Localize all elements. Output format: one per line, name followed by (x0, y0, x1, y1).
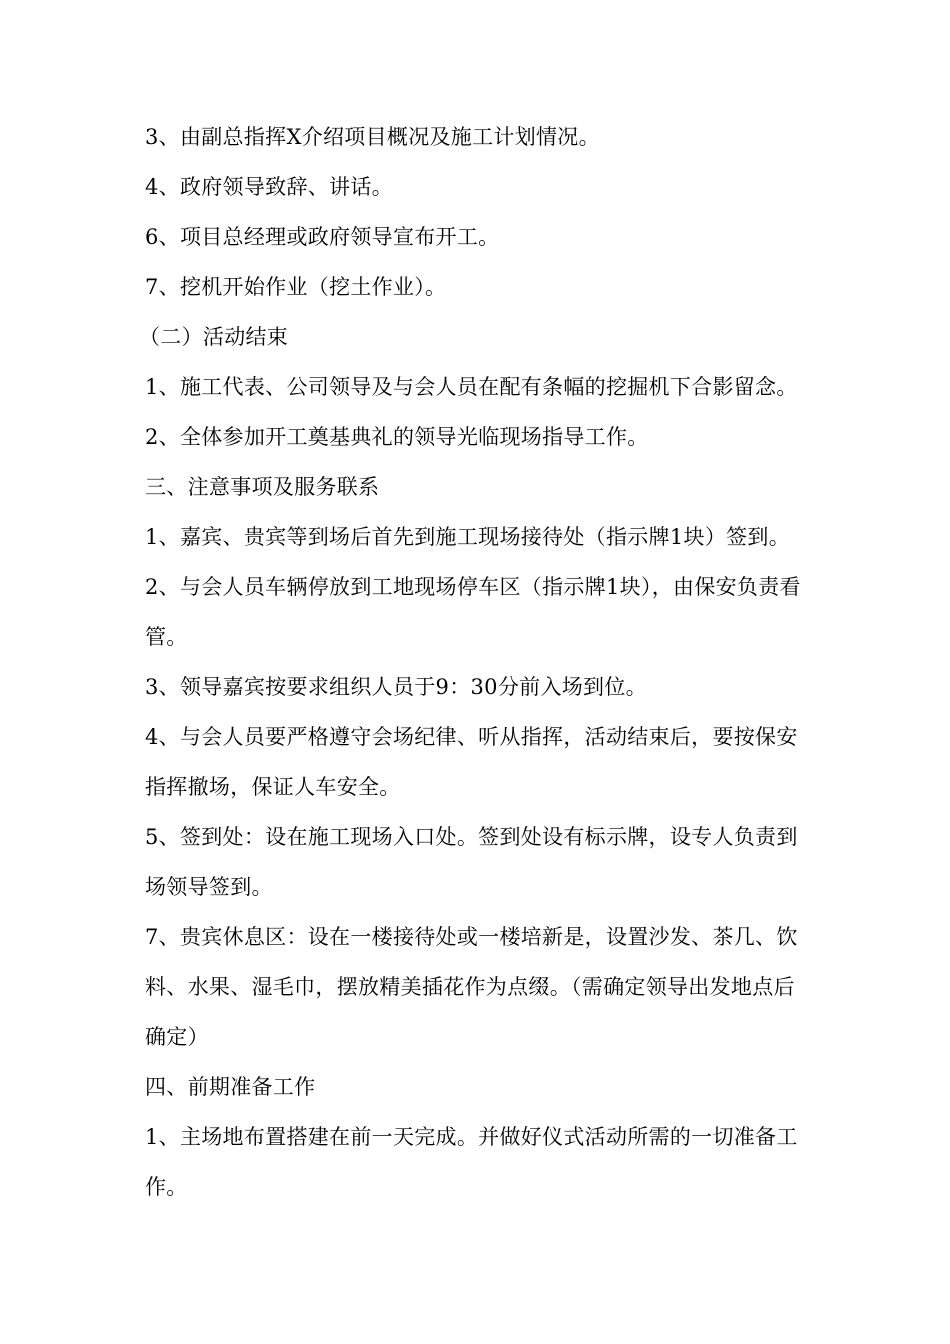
paragraph-vip-lounge: 7、贵宾休息区：设在一楼接待处或一楼培新是，设置沙发、茶几、饮料、水果、湿毛巾，摆放精美插花作为点缀。（需确定领导出发地点后确定） (145, 925, 798, 1049)
paragraph-arrival-time: 3、领导嘉宾按要求组织人员于9：30分前入场到位。 (145, 675, 647, 699)
section-heading-notes-service: 三、注意事项及服务联系 (145, 475, 380, 499)
document-body (139, 112, 810, 1212)
paragraph-intro-project: 3、由副总指挥X介绍项目概况及施工计划情况。 (145, 125, 600, 149)
paragraph-leaders-visit: 2、全体参加开工奠基典礼的领导光临现场指导工作。 (145, 425, 649, 449)
paragraph-site-setup: 1、主场地布置搭建在前一天完成。并做好仪式活动所需的一切准备工作。 (145, 1125, 798, 1199)
paragraph-excavator-start: 7、挖机开始作业（挖土作业）。 (145, 275, 447, 299)
paragraph-vehicle-parking: 2、与会人员车辆停放到工地现场停车区（指示牌1块），由保安负责看管。 (145, 575, 801, 649)
paragraph-signin-desk: 5、签到处：设在施工现场入口处。签到处设有标示牌，设专人负责到场领导签到。 (145, 825, 798, 899)
section-heading-preparation: 四、前期准备工作 (145, 1075, 316, 1099)
paragraph-group-photo: 1、施工代表、公司领导及与会人员在配有条幅的挖掘机下合影留念。 (145, 375, 798, 399)
paragraph-guest-signin: 1、嘉宾、贵宾等到场后首先到施工现场接待处（指示牌1块）签到。 (145, 525, 791, 549)
paragraph-discipline: 4、与会人员要严格遵守会场纪律、听从指挥，活动结束后，要按保安指挥撤场，保证人车安全。 (145, 725, 798, 799)
section-heading-activity-end: （二）活动结束 (139, 325, 289, 349)
paragraph-government-speech: 4、政府领导致辞、讲话。 (145, 175, 393, 199)
paragraph-announce-start: 6、项目总经理或政府领导宣布开工。 (145, 225, 500, 249)
